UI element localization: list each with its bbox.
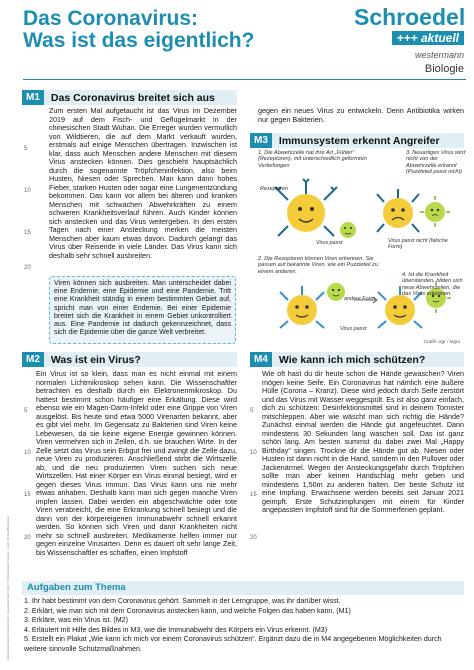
section-tag: M4: [250, 352, 272, 367]
defense-cell-3: [377, 189, 419, 232]
tasks-list: [24, 597, 464, 655]
side-copyright-note: Aktuell-Materialien Februar 2020 | aktualisiert März 2021 | © Westermann Gruppe · Autor: Roland Bergmann: [6, 515, 10, 660]
label-rezeptoren: Rezeptoren: [260, 186, 288, 192]
label-virus-passt: Virus passt: [316, 240, 343, 246]
virus-fit-4a: [327, 283, 345, 301]
caption-3: 3. Neuartiges Virus wird nicht von der Abwehrzelle erkannt (Puzzleteil passt nicht): [406, 150, 466, 175]
virus-fit-1: [340, 222, 356, 238]
section-heading: Das Coronavirus breitet sich aus: [50, 91, 215, 104]
section-heading: Immunsystem erkennt Angreifer: [278, 134, 440, 147]
virus-nofit-3: [420, 196, 450, 227]
section-tag: M3: [250, 133, 272, 148]
defense-cell-4a: [280, 286, 324, 328]
caption-2: 2. Die Rezeptoren können Viren erkennen. Sie passen auf bekannte Viren, wie ein Puzzleteil zu einem anderen.: [258, 256, 378, 275]
task-item: 5. Erstellt ein Plakat „Wie kann ich mich vor einem Coronavirus schützen“. Ergänzt dazu die in M4 angegebenen Möglichkeiten durch weitere sinnvolle Schutzmaßnahmen.: [24, 635, 442, 653]
caption-1: 1. Die Abwehrzelle hat ihre Art „Fühler“ (Rezeptoren), mit unterschiedlich geformten Vertiefungen: [258, 150, 367, 169]
m2-body-text: Ein Virus ist so klein, dass man es nicht einmal mit einem normalen Lichtmikroskop sehen kann. Die Wissenschaftler betrachten es deshalb durch ein Elektronenmikroskop. Du hattest bestimmt schon häufiger eine Erkältung. Diese wird ebenso wie ein Magen-Darm-Infekt oder eine Grippe von Viren ausgelöst. Bis heute sind etwa 5000 Virenarten bekannt, aber es gibt viel mehr. Im Gegensatz zu Bakterien sind Viren keine Lebewesen, da sie keine eigene Energie gewinnen können. Viren vermehren sich in Zellen, d.h. sie brauchen Wirte. In der Zelle setzt das Virus sein Erbgut frei und zwingt die Zelle dazu, neue Viren zu produzieren. Anschließend stirbt die Wirtszelle ab, und die neu produzierten Viren suchen sich neue Wirtszellen. Hat einer Körper ein Virus einmal besiegt, wird er gegen dieses Virus immun. Das Virus kann uns nie mehr etwas anhaben. Deshalb kann man sich gegen manche Viren impfen lassen. Dabei werden ein abgeschwächte oder tote Viren verabreicht, die eine Erkrankung schnell besiegt und die dann von der körpereigenen Immunabwehr schnell erkannt werden. So können sich Viren und dann Krankheiten nicht mehr so schnell ausbreiten. Medikamente helfen immer nur gegen einzelne Virusarten. Denn es dauert oft sehr lange Zeit, bis Wissenschaftler es schaffen, einen Impfstoff: [36, 369, 237, 557]
subject-label: Biologie: [424, 63, 464, 75]
publisher-name: westermann: [414, 50, 464, 60]
info-box-epidemie: Viren können sich ausbreiten. Man unterscheidet dabei eine Endemie, eine Epidemie und eine Pandemie. Tritt eine Krankheit ständig in einem bestimmten Gebiet auf, spricht man von einer Endemie. Bei einer Epidemie breitet sich die Krankheit in einem Gebiet unkontrolliert aus. Eine Pandemie ist dadurch gekennzeichnet, dass sich die Epidemie über die ganze Welt verbreitet.: [49, 276, 236, 344]
label-virus-passt-2: Virus passt: [340, 326, 367, 332]
header-divider: [23, 79, 466, 80]
line-numbers-m4: 5 10 15 20: [250, 408, 257, 541]
m1-body-text: Zum ersten Mal aufgetaucht ist das Virus im Dezember 2019 auf dem Fisch- und Geflügelmarkt in der chinesischen Stadt Wuhan. Die Erreger wurden vermutlich von Wildtieren, die auf dem Markt verkauft wurden, erstmals auf einige Menschen übertragen. Inzwischen ist klar, dass auch Menschen andere Menschen mit diesem Virus anstecken können. Dies geschieht hauptsächlich durch die sogenannte Tröpfcheninfektion, also beim Husten, Niesen oder Sprechen. Man kann dann hohes Fieber, starken Husten oder sogar eine Lungenentzündung bekommen. Das kann vor allem bei älteren und kranken Menschen mit schwachen Abwehrkräften zu einem schweren Krankheitsverlauf führen. Auch Kinder können sich anstecken und das Virus weitergeben. In den ersten Tagen nach einer Ansteckung merken die meisten Menschen aber kaum etwas davon. Dadurch gelangt das Virus über Reisende in viele Länder. Das Virus kann sich deshalb sehr schnell ausbreiten.: [49, 106, 237, 260]
section-m4-header: [250, 352, 464, 367]
section-m1-header: [22, 90, 237, 105]
label-andere-form: andere Form: [344, 296, 375, 302]
graphic-credit: Grafik: wgr / tegra: [423, 339, 460, 344]
m4-body-text: Wie oft hast du dir heute schon die Hände gewaschen? Viren mögen keine Seife. Ein Coronavirus hat nämlich eine äußere Hülle (Corona – Kranz). Diese wird jedoch durch Seife zerstört und das Virus mit Wasser weggespült. Es ist also ganz einfach, dich zu schützen: Desinfektionsmittel sind in deinem Tornister mitschleppen. Aber wie wäscht man sich richtig die Hände? Zunächst einmal werden die Hände gut angefeuchtet. Dann mindestens 30 Sekunden lang waschen soll. Das ist ganz schön lang. Am besten summst du dabei zwei Mal „Happy Birthday“ singen. Trockne dir die Hände gut ab. Niesen oder Husten ist dann nicht in die Hand, sondern in den Pullover oder Jackenärmel. Wegen der Ansteckungsgefahr durch Tröpfchen sollte man aber keinen Handschlag mehr geben und mindestens 1,50m zu anderen halten. Der beste Schutz ist eine Impfung. Erwachsene werden bereits seit Januar 2021 geimpft. Erste Schutzimpfungen mit einem für Kinder angepassten Impfstoff sind für die Sommerferien geplant.: [262, 369, 464, 514]
caption-4: 4. Ist die Krankheit überstanden, bilden sich neue Abwehrzellen, die das Virus erkennen.: [402, 272, 463, 297]
task-item: 2. Erklärt, wie man sich mit dem Coronavirus anstecken kann, und welche Folgen das haben kann. (M1): [24, 606, 351, 615]
task-item: 1. Ihr habt bestimmt von dem Coronavirus gehört. Sammelt in der Lerngruppe, was ihr darüber wisst.: [24, 597, 341, 605]
m1-continuation-text: gegen ein neues Virus zu entwickeln. Denn Antibiotika wirken nur gegen Bakterien.: [258, 106, 464, 124]
section-m3-header: [250, 133, 464, 148]
brand-logo: [354, 6, 464, 75]
section-tag: M1: [22, 90, 44, 105]
page-title: Das Coronavirus: Was ist das eigentlich?: [23, 7, 255, 52]
brand-name: Schroedel: [354, 4, 466, 30]
section-tag: M2: [22, 352, 44, 367]
immune-diagram: [258, 150, 466, 346]
line-numbers-m1: 5 10 15 20: [24, 146, 31, 271]
tasks-heading: Aufgaben zum Thema: [22, 581, 464, 595]
section-heading: Wie kann ich mich schützen?: [278, 353, 426, 366]
label-virus-passt-nicht: Virus passt nicht (falsche Form): [388, 238, 448, 250]
brand-sub: +++ aktuell: [392, 31, 464, 45]
task-item: 4. Erläutert mit Hilfe des Bildes in M3, wie die Immunabwehr des Körpers ein Virus erkennt. (M3): [24, 625, 328, 634]
section-heading: Was ist ein Virus?: [50, 353, 141, 366]
line-numbers-m2: 5 10 15 20: [24, 408, 31, 541]
task-item: 3. Erkläre, was ein Virus ist. (M2): [24, 616, 128, 625]
section-m2-header: [22, 352, 237, 367]
